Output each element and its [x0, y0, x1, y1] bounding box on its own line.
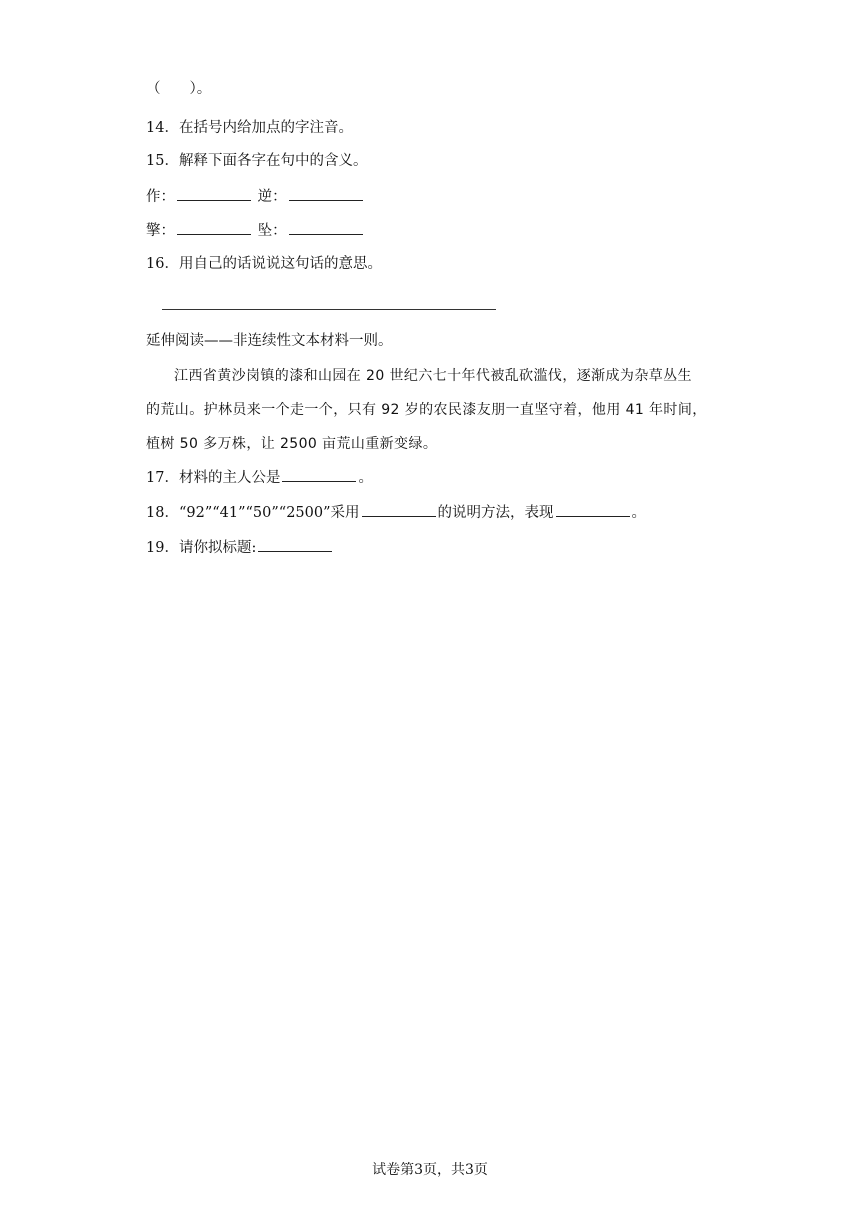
question-14: 14．在括号内给加点的字注音。	[146, 120, 353, 136]
answer-blank-18a[interactable]	[362, 502, 436, 517]
answer-line-16[interactable]	[162, 309, 496, 310]
char-qing-label: 擎：	[146, 223, 175, 239]
answer-blank-19[interactable]	[258, 537, 332, 552]
question-18-end: 。	[631, 505, 647, 521]
question-16: 16．用自己的话说说这句话的意思。	[146, 256, 382, 272]
answer-blank-18b[interactable]	[556, 502, 630, 517]
answer-blank-ni[interactable]	[289, 186, 363, 201]
passage-line-2: 的荒山。护林员来一个走一个，只有 92 岁的农民漆友朋一直坚守着，他用 41 年时间，	[146, 402, 707, 418]
definition-row-1	[146, 186, 365, 207]
answer-blank-zuo[interactable]	[177, 186, 251, 201]
answer-bracket-line: （ ）。	[146, 81, 212, 97]
definition-row-2	[146, 220, 365, 241]
passage-line-1: 江西省黄沙岗镇的漆和山园在 20 世纪六七十年代被乱砍滥伐，逐渐成为杂草丛生	[174, 368, 692, 384]
question-15: 15．解释下面各字在句中的含义。	[146, 153, 368, 169]
question-17	[146, 467, 373, 488]
question-18	[146, 502, 646, 523]
question-17-text: 17．材料的主人公是	[146, 470, 281, 486]
extension-reading-heading: 延伸阅读——非连续性文本材料一则。	[146, 333, 393, 349]
answer-blank-qing[interactable]	[177, 220, 251, 235]
page-footer: 试卷第3页，共3页	[372, 1162, 488, 1178]
char-ni-label: 逆：	[257, 189, 287, 205]
question-18-mid: 的说明方法，表现	[437, 505, 554, 521]
answer-blank-zhui[interactable]	[289, 220, 363, 235]
char-zhui-label: 坠：	[257, 223, 287, 239]
passage-line-3: 植树 50 多万株，让 2500 亩荒山重新变绿。	[146, 436, 438, 452]
char-zuo-label: 作：	[146, 189, 175, 205]
answer-blank-17[interactable]	[282, 467, 356, 482]
question-19-text: 19．请你拟标题:	[146, 540, 257, 556]
question-19	[146, 537, 334, 558]
question-17-end: 。	[358, 470, 373, 486]
question-18-text: 18．“92”“41”“50”“2500”采用	[146, 505, 360, 521]
